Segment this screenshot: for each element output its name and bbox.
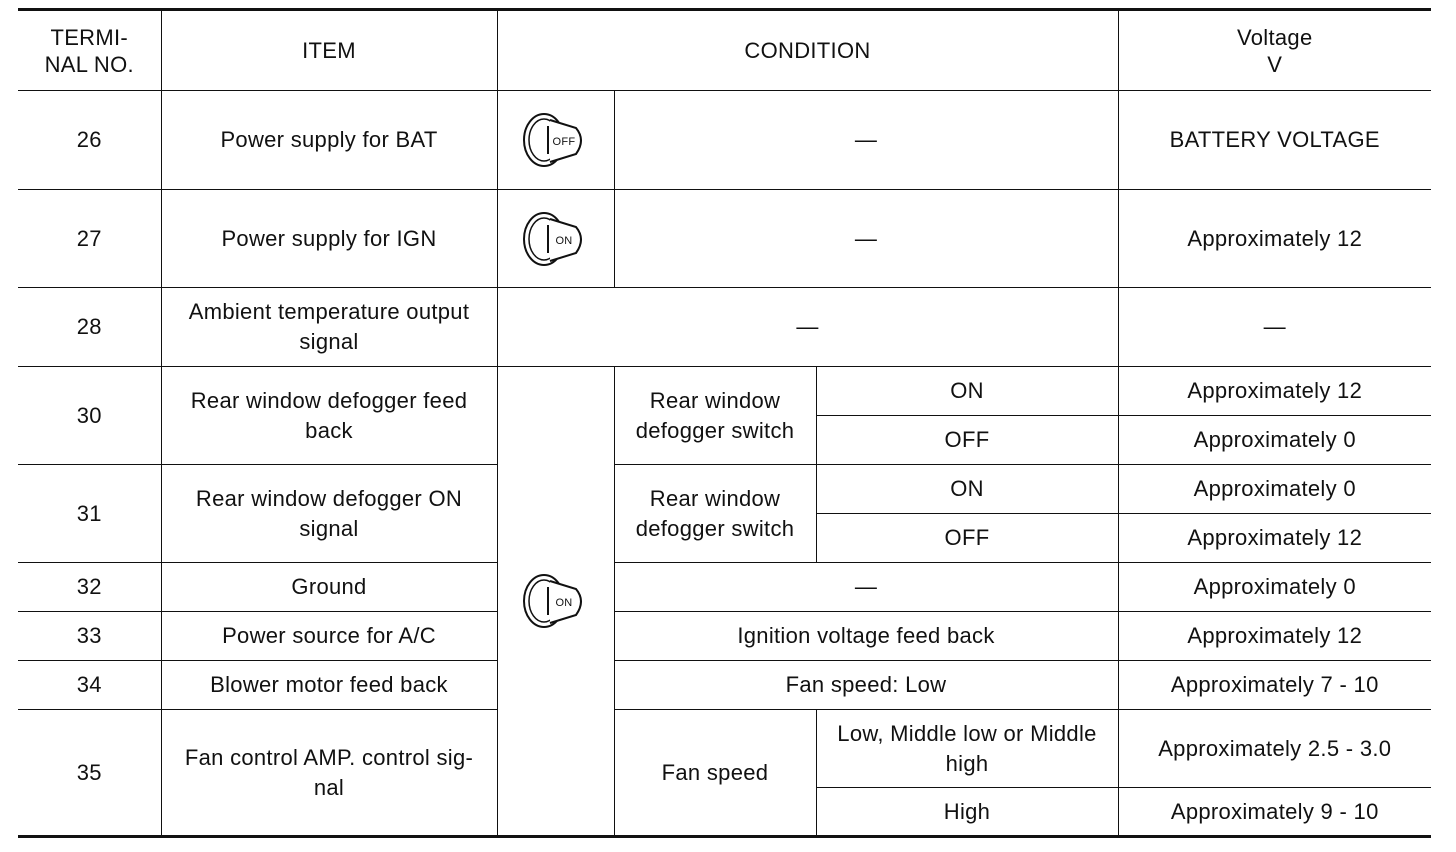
terminal-35: 35: [18, 710, 161, 837]
condition-32: —: [614, 563, 1118, 612]
state-31-off: OFF: [816, 514, 1118, 563]
key-on-cell: [497, 190, 614, 288]
voltage-33: Approximately 12: [1118, 612, 1431, 661]
key-off-icon: [520, 106, 592, 174]
condition-28: —: [497, 288, 1118, 367]
header-row: [18, 10, 1431, 91]
item-32: Ground: [161, 563, 497, 612]
voltage-35-low: Approximately 2.5 - 3.0: [1118, 710, 1431, 788]
header-voltage: Voltage V: [1118, 10, 1431, 91]
table-row: [18, 661, 1431, 710]
terminal-34: 34: [18, 661, 161, 710]
terminal-28: 28: [18, 288, 161, 367]
voltage-31-off: Approximately 12: [1118, 514, 1431, 563]
item-31: Rear window defogger ON signal: [161, 465, 497, 563]
state-30-off: OFF: [816, 416, 1118, 465]
state-35-low: Low, Middle low or Middle high: [816, 710, 1118, 788]
key-on-icon: [520, 205, 592, 273]
switch-35: Fan speed: [614, 710, 816, 837]
header-condition: CONDITION: [497, 10, 1118, 91]
terminal-table-wrapper: [18, 8, 1431, 838]
terminal-27: 27: [18, 190, 161, 288]
table-row: [18, 367, 1431, 416]
item-34: Blower motor feed back: [161, 661, 497, 710]
terminal-30: 30: [18, 367, 161, 465]
item-28: Ambient temperature output signal: [161, 288, 497, 367]
voltage-31-on: Approximately 0: [1118, 465, 1431, 514]
table-row: [18, 91, 1431, 190]
key-on-cell-shared: [497, 367, 614, 837]
table-row: [18, 465, 1431, 514]
table-row: [18, 563, 1431, 612]
table-row: [18, 612, 1431, 661]
switch-30: Rear window defogger switch: [614, 367, 816, 465]
switch-31: Rear window defogger switch: [614, 465, 816, 563]
terminal-table: [18, 8, 1431, 838]
voltage-30-off: Approximately 0: [1118, 416, 1431, 465]
voltage-27: Approximately 12: [1118, 190, 1431, 288]
condition-27: —: [614, 190, 1118, 288]
key-on-label: ON: [554, 234, 573, 247]
state-35-high: High: [816, 788, 1118, 837]
terminal-32: 32: [18, 563, 161, 612]
table-row: [18, 288, 1431, 367]
condition-33: Ignition voltage feed back: [614, 612, 1118, 661]
item-33: Power source for A/C: [161, 612, 497, 661]
voltage-26: BATTERY VOLTAGE: [1118, 91, 1431, 190]
header-terminal: TERMI- NAL NO.: [18, 10, 161, 91]
state-30-on: ON: [816, 367, 1118, 416]
item-27: Power supply for IGN: [161, 190, 497, 288]
terminal-31: 31: [18, 465, 161, 563]
state-31-on: ON: [816, 465, 1118, 514]
item-35: Fan control AMP. control sig- nal: [161, 710, 497, 837]
voltage-30-on: Approximately 12: [1118, 367, 1431, 416]
table-row: [18, 710, 1431, 788]
voltage-32: Approximately 0: [1118, 563, 1431, 612]
item-26: Power supply for BAT: [161, 91, 497, 190]
key-on-icon: [520, 567, 592, 635]
key-off-label: OFF: [552, 136, 575, 148]
item-30: Rear window defogger feed back: [161, 367, 497, 465]
condition-26: —: [614, 91, 1118, 190]
header-item: ITEM: [161, 10, 497, 91]
voltage-35-high: Approximately 9 - 10: [1118, 788, 1431, 837]
table-row: [18, 190, 1431, 288]
voltage-34: Approximately 7 - 10: [1118, 661, 1431, 710]
terminal-26: 26: [18, 91, 161, 190]
condition-34: Fan speed: Low: [614, 661, 1118, 710]
key-on-label: ON: [554, 597, 573, 609]
terminal-33: 33: [18, 612, 161, 661]
key-off-cell: [497, 91, 614, 190]
voltage-28: —: [1118, 288, 1431, 367]
